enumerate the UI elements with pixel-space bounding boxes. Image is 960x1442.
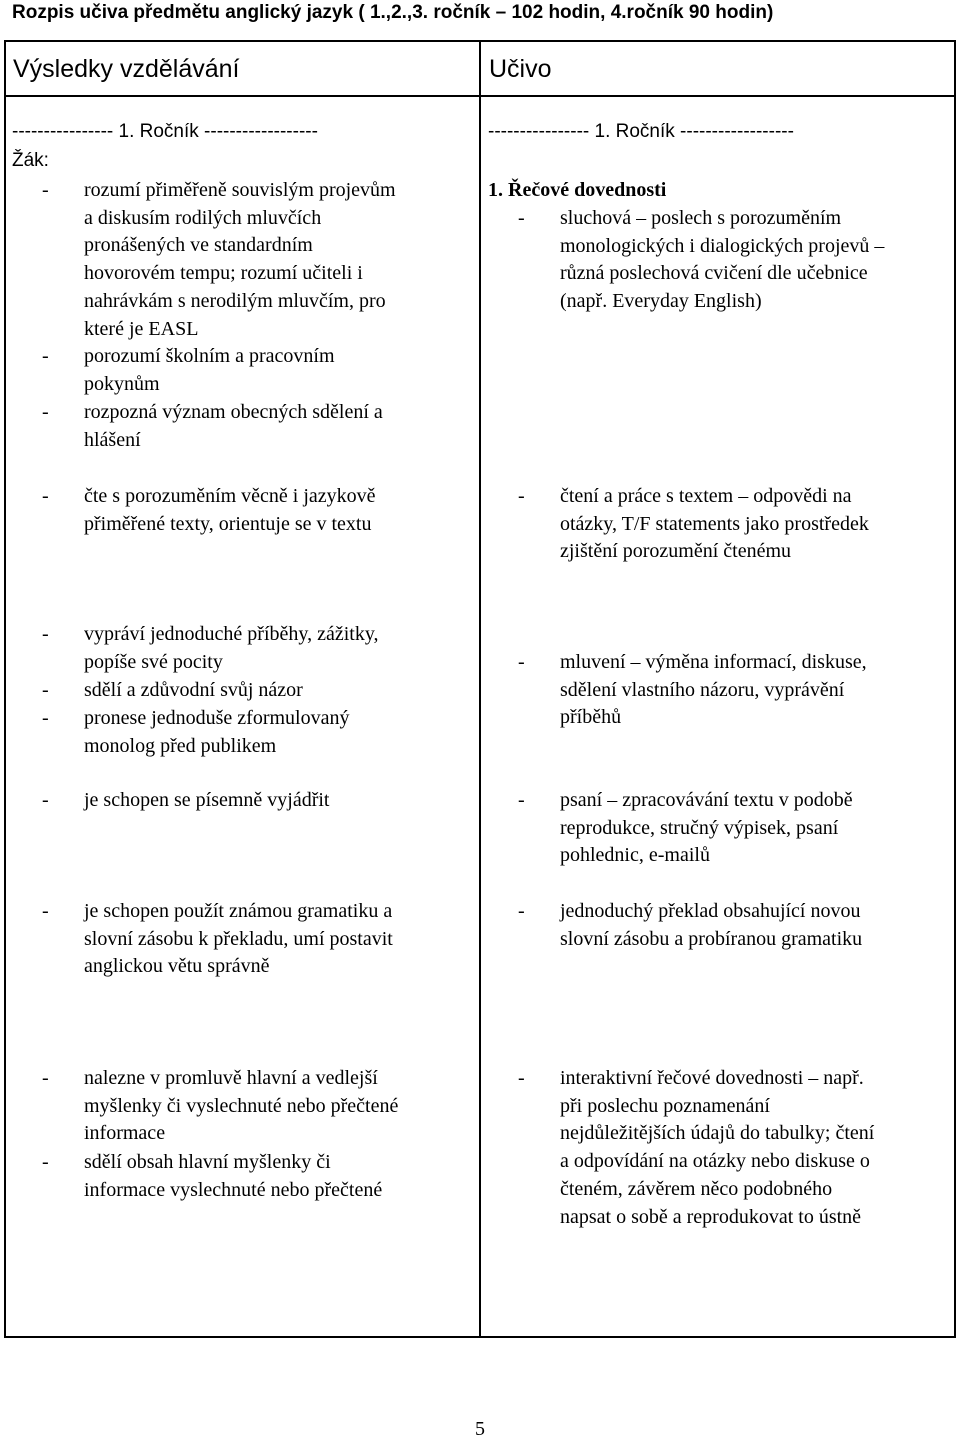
curriculum-line: jednoduchý překlad obsahující novou	[560, 900, 861, 922]
outcome-line: porozumí školním a pracovním	[84, 345, 335, 367]
header-curriculum: Učivo	[489, 55, 552, 83]
header-learning-outcomes: Výsledky vzdělávání	[13, 55, 240, 83]
curriculum-line: příběhů	[560, 706, 622, 729]
curriculum-line: při poslechu poznamenání	[560, 1094, 770, 1117]
list-dash: -	[42, 1151, 49, 1173]
list-dash: -	[42, 900, 49, 922]
outcome-line: je schopen použít známou gramatiku a	[84, 900, 393, 922]
outcome-line: hovorovém tempu; rozumí učiteli i	[84, 262, 363, 285]
grade-heading: ---------------- 1. Ročník ------------------	[12, 121, 318, 142]
curriculum-line: různá poslechová cvičení dle učebnice	[560, 262, 868, 285]
list-dash: -	[42, 679, 49, 701]
curriculum-line: čtení a práce s textem – odpovědi na	[560, 485, 852, 507]
outcome-line: pronášených ve standardním	[84, 234, 313, 257]
document-title: Rozpis učiva předmětu anglický jazyk ( 1.,2.,3. ročník – 102 hodin, 4.ročník 90 hodin)	[12, 2, 774, 23]
curriculum-line: slovní zásobu a probíranou gramatiku	[560, 927, 863, 950]
curriculum-line: monologických i dialogických projevů –	[560, 234, 885, 257]
list-dash: -	[518, 651, 525, 673]
outcome-line: pronese jednoduše zformulovaný	[84, 707, 350, 729]
header-divider	[6, 95, 954, 97]
outcome-line: sdělí obsah hlavní myšlenky či	[84, 1151, 331, 1173]
curriculum-line: (např. Everyday English)	[560, 290, 762, 313]
list-dash: -	[518, 207, 525, 229]
outcome-line: sdělí a zdůvodní svůj názor	[84, 679, 303, 701]
outcome-line: je schopen se písemně vyjádřit	[84, 789, 330, 811]
outcome-line: popíše své pocity	[84, 650, 223, 673]
list-dash: -	[42, 179, 49, 201]
outcome-line: rozpozná význam obecných sdělení a	[84, 401, 383, 423]
outcome-line: informace	[84, 1122, 166, 1145]
outcome-line: informace vyslechnuté nebo přečtené	[84, 1178, 383, 1201]
outcome-line: přiměřené texty, orientuje se v textu	[84, 512, 372, 535]
outcome-line: nalezne v promluvě hlavní a vedlejší	[84, 1067, 378, 1089]
outcome-line: monolog před publikem	[84, 734, 277, 757]
curriculum-line: čteném, závěrem něco podobného	[560, 1177, 833, 1200]
list-dash: -	[42, 789, 49, 811]
curriculum-line: interaktivní řečové dovednosti – např.	[560, 1067, 864, 1089]
outcome-line: pokynům	[84, 372, 160, 395]
curriculum-line: sluchová – poslech s porozuměním	[560, 207, 842, 229]
outcome-line: hlášení	[84, 428, 141, 451]
outcome-line: vypráví jednoduché příběhy, zážitky,	[84, 623, 379, 645]
section-heading: 1. Řečové dovednosti	[488, 179, 667, 201]
curriculum-line: a odpovídání na otázky nebo diskuse o	[560, 1150, 870, 1173]
curriculum-line: mluvení – výměna informací, diskuse,	[560, 651, 867, 673]
curriculum-line: sdělení vlastního názoru, vyprávění	[560, 678, 845, 701]
outcome-line: čte s porozuměním věcně i jazykově	[84, 485, 376, 507]
list-dash: -	[518, 1067, 525, 1089]
curriculum-line: reprodukce, stručný výpisek, psaní	[560, 816, 839, 839]
list-dash: -	[42, 345, 49, 367]
grade-heading: ---------------- 1. Ročník ------------------	[488, 121, 794, 142]
curriculum-line: napsat o sobě a reprodukovat to ústně	[560, 1205, 862, 1228]
student-label: Žák:	[12, 150, 49, 171]
curriculum-line: zjištění porozumění čtenému	[560, 540, 792, 563]
outcome-line: anglickou větu správně	[84, 955, 270, 978]
outcome-line: slovní zásobu k překladu, umí postavit	[84, 927, 393, 950]
list-dash: -	[518, 789, 525, 811]
outcome-line: myšlenky či vyslechnuté nebo přečtené	[84, 1094, 399, 1117]
outcome-line: a diskusím rodilých mluvčích	[84, 206, 322, 229]
list-dash: -	[42, 485, 49, 507]
list-dash: -	[42, 401, 49, 423]
outcome-line: rozumí přiměřeně souvislým projevům	[84, 179, 396, 201]
list-dash: -	[518, 485, 525, 507]
list-dash: -	[42, 1067, 49, 1089]
list-dash: -	[42, 623, 49, 645]
list-dash: -	[518, 900, 525, 922]
curriculum-line: psaní – zpracovávání textu v podobě	[560, 789, 853, 811]
curriculum-line: otázky, T/F statements jako prostředek	[560, 512, 869, 535]
column-divider	[479, 42, 481, 1336]
page-number: 5	[475, 1418, 485, 1440]
curriculum-line: pohlednic, e-mailů	[560, 844, 710, 867]
curriculum-line: nejdůležitějších údajů do tabulky; čtení	[560, 1122, 875, 1145]
list-dash: -	[42, 707, 49, 729]
outcome-line: nahrávkám s nerodilým mluvčím, pro	[84, 289, 386, 312]
outcome-line: které je EASL	[84, 317, 199, 340]
